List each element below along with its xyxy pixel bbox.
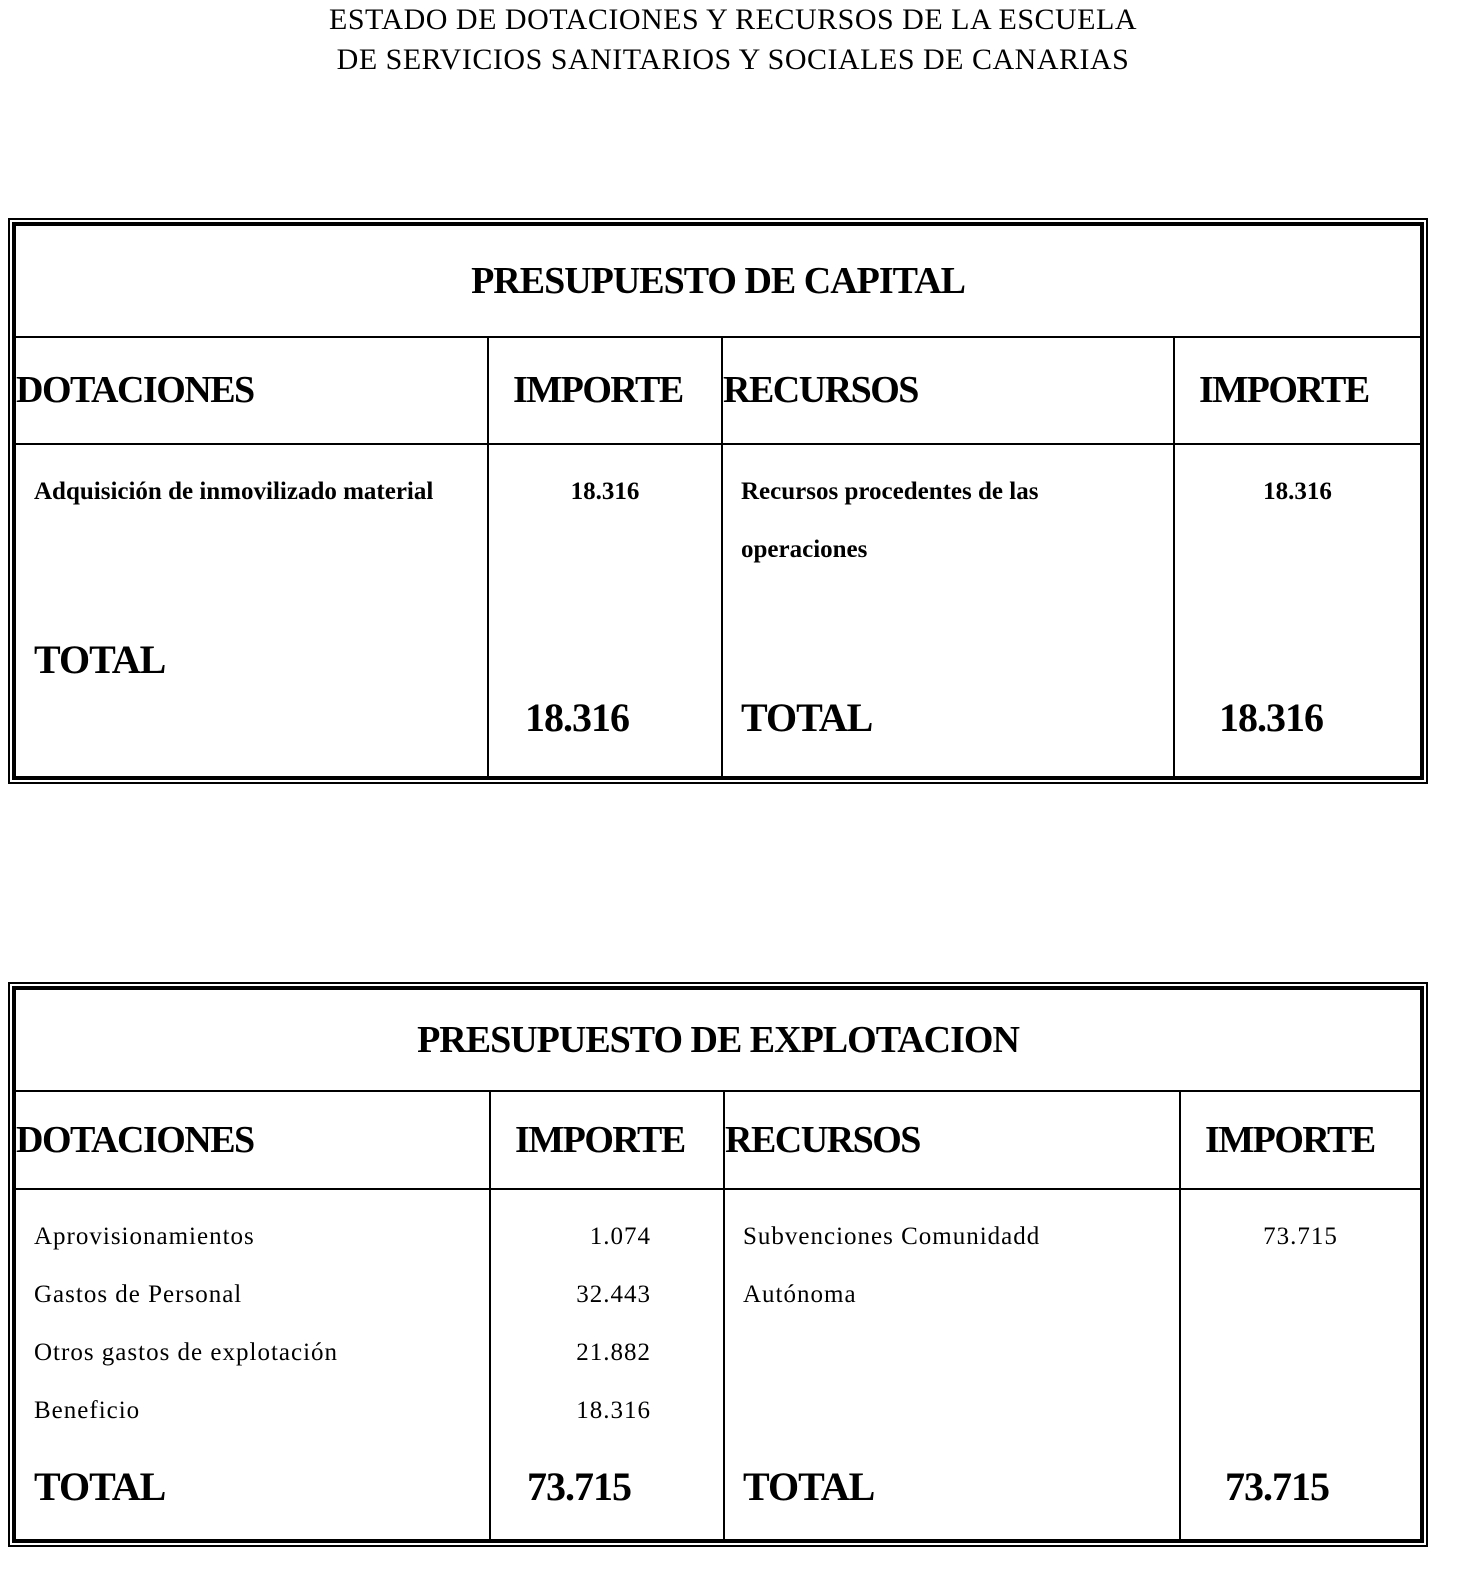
- explotacion-budget-table: [12, 986, 1424, 1543]
- capital-dotaciones-importe-cell: [488, 444, 722, 778]
- capital-dotacion-label: Adquisición de inmovilizado material: [34, 478, 434, 506]
- capital-total-dotaciones-wrap: [489, 689, 721, 747]
- capital-total-recursos-wrap: [1175, 689, 1420, 747]
- explotacion-header-importe: IMPORTE: [490, 1091, 724, 1189]
- explotacion-section-title: PRESUPUESTO DE EXPLOTACION: [14, 988, 1422, 1091]
- capital-budget-table: [12, 222, 1424, 780]
- explotacion-total-recursos: 73.715: [1225, 1464, 1329, 1509]
- capital-header-recursos: RECURSOS: [722, 337, 1174, 444]
- explotacion-dotacion-label-3: Otros gastos de explotación: [34, 1339, 339, 1366]
- explotacion-dotacion-value-1: 1.074: [589, 1223, 651, 1250]
- capital-header-importe-2: IMPORTE: [1174, 337, 1422, 444]
- capital-total-recursos: 18.316: [1219, 695, 1323, 741]
- explotacion-dotaciones-cell: [14, 1189, 490, 1541]
- explotacion-total-recursos-wrap: [1181, 1458, 1420, 1516]
- capital-total-label-recursos: TOTAL: [741, 695, 873, 741]
- document-title-line-2: DE SERVICIOS SANITARIOS Y SOCIALES DE CANARIAS: [336, 43, 1130, 76]
- explotacion-header-recursos: RECURSOS: [724, 1091, 1180, 1189]
- capital-recurso-label: Recursos procedentes de las operaciones: [741, 478, 1039, 564]
- explotacion-recursos-cell: [724, 1189, 1180, 1541]
- capital-total-label-right-wrap: [741, 689, 1155, 747]
- explotacion-header-dotaciones: DOTACIONES: [14, 1091, 490, 1189]
- explotacion-recursos-importe-cell: [1180, 1189, 1422, 1541]
- capital-section-title: PRESUPUESTO DE CAPITAL: [14, 224, 1422, 337]
- explotacion-header-importe-2: IMPORTE: [1180, 1091, 1422, 1189]
- explotacion-dotacion-label-4: Beneficio: [34, 1397, 141, 1424]
- explotacion-dotacion-label-1: Aprovisionamientos: [34, 1223, 255, 1250]
- capital-dotaciones-cell: [14, 444, 488, 778]
- explotacion-total-label-left-wrap: [34, 1458, 471, 1516]
- explotacion-recurso-value: 73.715: [1263, 1223, 1338, 1250]
- explotacion-recurso-label: Subvenciones Comunidadd Autónoma: [743, 1223, 1041, 1308]
- explotacion-dotacion-value-4: 18.316: [576, 1397, 651, 1424]
- explotacion-dotacion-value-2: 32.443: [576, 1281, 651, 1308]
- explotacion-total-label-right-wrap: [743, 1458, 1161, 1516]
- explotacion-total-label-dotaciones: TOTAL: [34, 1464, 166, 1509]
- explotacion-total-dotaciones-wrap: [491, 1458, 723, 1516]
- document-title: [0, 0, 1466, 80]
- capital-header-importe: IMPORTE: [488, 337, 722, 444]
- capital-dotacion-value: 18.316: [570, 478, 640, 506]
- capital-header-dotaciones: DOTACIONES: [14, 337, 488, 444]
- explotacion-total-label-recursos: TOTAL: [743, 1464, 875, 1509]
- capital-recurso-value: 18.316: [1263, 478, 1332, 506]
- explotacion-total-dotaciones: 73.715: [527, 1464, 631, 1509]
- capital-recursos-cell: [722, 444, 1174, 778]
- document-title-line-1: ESTADO DE DOTACIONES Y RECURSOS DE LA ESCUELA: [329, 3, 1137, 36]
- capital-recursos-importe-cell: [1174, 444, 1422, 778]
- explotacion-dotacion-value-3: 21.882: [576, 1339, 651, 1366]
- explotacion-dotacion-label-2: Gastos de Personal: [34, 1281, 243, 1308]
- capital-total-label-dotaciones: TOTAL: [34, 637, 166, 683]
- explotacion-dotaciones-importe-cell: [490, 1189, 724, 1541]
- capital-total-dotaciones: 18.316: [525, 695, 629, 741]
- capital-total-label-left: [34, 631, 469, 689]
